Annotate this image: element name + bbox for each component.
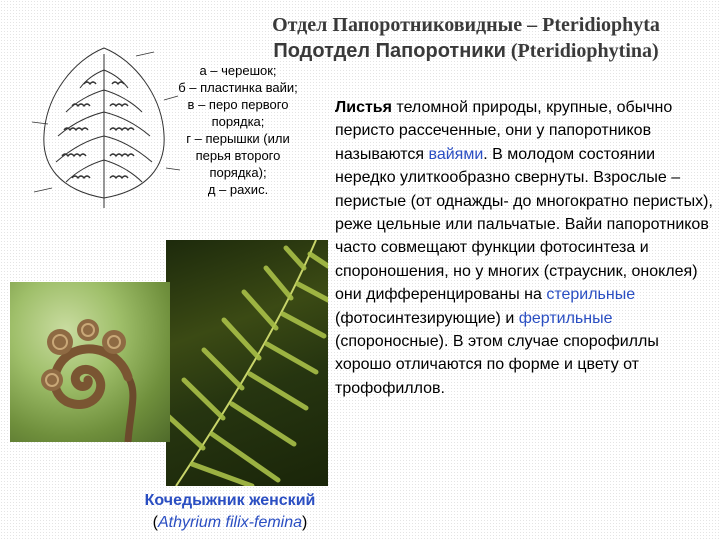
fiddlehead-coil	[55, 349, 128, 405]
term-leaves: Листья	[335, 99, 392, 116]
legend-item: г – перышки (или	[186, 131, 290, 146]
fern-frond-photo	[166, 240, 328, 486]
frond-diagram	[24, 40, 184, 212]
diagram-legend	[176, 62, 300, 198]
caption-latin-name: Athyrium filix-femina	[157, 514, 303, 531]
legend-item: б – пластинка вайи;	[178, 80, 298, 95]
fiddlehead-illustration	[10, 282, 170, 442]
caption-species-latin	[114, 512, 346, 534]
caption-paren-open: (	[152, 514, 158, 531]
term-fertile: фертильные	[518, 309, 613, 327]
term-sterile: стерильные	[546, 286, 636, 304]
main-paragraph	[335, 96, 713, 400]
paragraph-text: . В молодом состоянии нередко улиткообразно свернуты. Взрослые – перистые (от однажды- до многократно перистых), реже цельные или пальчатые. Вайи папоротников часто совмещают функции фотосинтеза и спороношения, но у многих (страусник, оноклея) они дифференцированы на	[335, 145, 713, 304]
paragraph-text: теломной природы, крупные, обычно перисто рассеченные, они у папоротников называются	[335, 99, 673, 163]
legend-item: в – перо первого	[187, 97, 289, 112]
title-subdivision-ru: Подотдел Папоротники	[273, 40, 506, 62]
fiddlehead-photo	[10, 282, 170, 442]
paragraph-text: (фотосинтезирующие) и	[335, 309, 519, 327]
legend-item: а – черешок;	[199, 63, 277, 78]
title-line-2	[226, 40, 706, 63]
legend-item: перья второго	[195, 148, 281, 163]
paragraph-text: (спороносные). В этом случае спорофиллы хорошо отличаются по форме и цвету от трофофиллов.	[335, 333, 659, 397]
term-vayi: вайями	[428, 145, 484, 163]
fern-frond-illustration	[166, 240, 328, 486]
legend-item: порядка);	[209, 165, 267, 180]
caption-paren-close: )	[302, 514, 308, 531]
frond-rachis	[176, 240, 316, 486]
title-subdivision-latin: (Pteridiophytina)	[510, 40, 659, 62]
title-line-1: Отдел Папоротниковидные – Pteridiophyta	[272, 14, 660, 36]
diagram-leader-lines	[32, 52, 180, 192]
photo-caption	[114, 490, 346, 534]
diagram-leaflets	[62, 82, 134, 178]
fiddlehead-stalk	[128, 377, 133, 442]
caption-species-ru: Кочедыжник женский	[144, 492, 316, 509]
frond-pinnae	[168, 248, 328, 486]
legend-item: порядка;	[211, 114, 265, 129]
legend-item: д – рахис.	[207, 182, 269, 197]
diagram-pinnae-right	[104, 70, 152, 182]
diagram-pinnae-left	[56, 70, 104, 182]
